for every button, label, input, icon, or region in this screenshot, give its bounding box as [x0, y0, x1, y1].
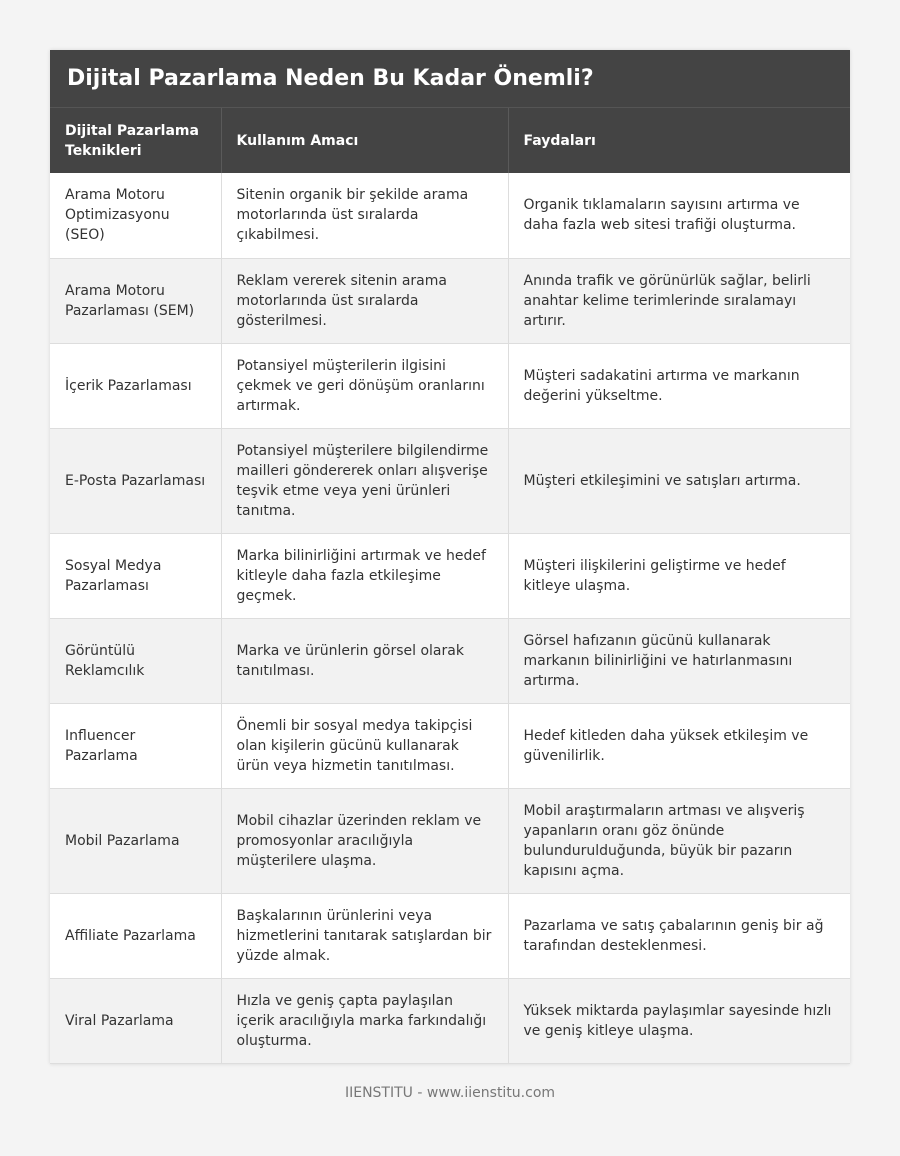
cell-purpose: Potansiyel müşterilerin ilgisini çekmek ve geri dönüşüm oranlarını artırmak.	[221, 343, 508, 428]
table-row	[50, 703, 850, 788]
cell-technique: Mobil Pazarlama	[50, 788, 221, 893]
cell-benefits: Hedef kitleden daha yüksek etkileşim ve güvenilirlik.	[508, 703, 850, 788]
cell-purpose: Önemli bir sosyal medya takipçisi olan kişilerin gücünü kullanarak ürün veya hizmetin tanıtılması.	[221, 703, 508, 788]
cell-purpose: Marka bilinirliğini artırmak ve hedef kitleyle daha fazla etkileşime geçmek.	[221, 533, 508, 618]
table-row	[50, 788, 850, 893]
cell-benefits: Müşteri ilişkilerini geliştirme ve hedef kitleye ulaşma.	[508, 533, 850, 618]
cell-purpose: Reklam vererek sitenin arama motorlarında üst sıralarda gösterilmesi.	[221, 258, 508, 343]
cell-purpose: Hızla ve geniş çapta paylaşılan içerik aracılığıyla marka farkındalığı oluşturma.	[221, 978, 508, 1063]
cell-benefits: Anında trafik ve görünürlük sağlar, belirli anahtar kelime terimlerinde sıralamayı artırır.	[508, 258, 850, 343]
cell-technique: Sosyal Medya Pazarlaması	[50, 533, 221, 618]
column-header-purpose: Kullanım Amacı	[221, 108, 508, 173]
table-row	[50, 618, 850, 703]
marketing-table-card	[50, 50, 850, 1064]
marketing-techniques-table	[50, 108, 850, 1064]
column-header-benefits: Faydaları	[508, 108, 850, 173]
table-header-row	[50, 108, 850, 173]
cell-purpose: Marka ve ürünlerin görsel olarak tanıtılması.	[221, 618, 508, 703]
table-row	[50, 533, 850, 618]
cell-technique: İçerik Pazarlaması	[50, 343, 221, 428]
cell-benefits: Yüksek miktarda paylaşımlar sayesinde hızlı ve geniş kitleye ulaşma.	[508, 978, 850, 1063]
cell-technique: Görüntülü Reklamcılık	[50, 618, 221, 703]
cell-benefits: Müşteri etkileşimini ve satışları artırma.	[508, 428, 850, 533]
cell-benefits: Organik tıklamaların sayısını artırma ve daha fazla web sitesi trafiği oluşturma.	[508, 173, 850, 258]
cell-benefits: Pazarlama ve satış çabalarının geniş bir ağ tarafından desteklenmesi.	[508, 893, 850, 978]
cell-technique: Arama Motoru Optimizasyonu (SEO)	[50, 173, 221, 258]
cell-benefits: Mobil araştırmaların artması ve alışveriş yapanların oranı göz önünde bulundurulduğunda, büyük bir pazarın kapısını açma.	[508, 788, 850, 893]
footer-credit: IIENSTITU - www.iienstitu.com	[344, 1085, 556, 1101]
table-row	[50, 428, 850, 533]
cell-technique: E-Posta Pazarlaması	[50, 428, 221, 533]
table-row	[50, 173, 850, 258]
cell-benefits: Müşteri sadakatini artırma ve markanın değerini yükseltme.	[508, 343, 850, 428]
table-title: Dijital Pazarlama Neden Bu Kadar Önemli?	[50, 50, 850, 108]
cell-technique: Affiliate Pazarlama	[50, 893, 221, 978]
table-row	[50, 258, 850, 343]
cell-technique: Viral Pazarlama	[50, 978, 221, 1063]
cell-purpose: Sitenin organik bir şekilde arama motorlarında üst sıralarda çıkabilmesi.	[221, 173, 508, 258]
table-row	[50, 343, 850, 428]
table-row	[50, 978, 850, 1063]
cell-purpose: Mobil cihazlar üzerinden reklam ve promosyonlar aracılığıyla müşterilere ulaşma.	[221, 788, 508, 893]
cell-purpose: Başkalarının ürünlerini veya hizmetlerini tanıtarak satışlardan bir yüzde almak.	[221, 893, 508, 978]
table-row	[50, 893, 850, 978]
cell-benefits: Görsel hafızanın gücünü kullanarak markanın bilinirliğini ve hatırlanmasını artırma.	[508, 618, 850, 703]
cell-purpose: Potansiyel müşterilere bilgilendirme mailleri göndererek onları alışverişe teşvik etme veya yeni ürünleri tanıtma.	[221, 428, 508, 533]
cell-technique: Influencer Pazarlama	[50, 703, 221, 788]
column-header-technique: Dijital Pazarlama Teknikleri	[50, 108, 221, 173]
cell-technique: Arama Motoru Pazarlaması (SEM)	[50, 258, 221, 343]
